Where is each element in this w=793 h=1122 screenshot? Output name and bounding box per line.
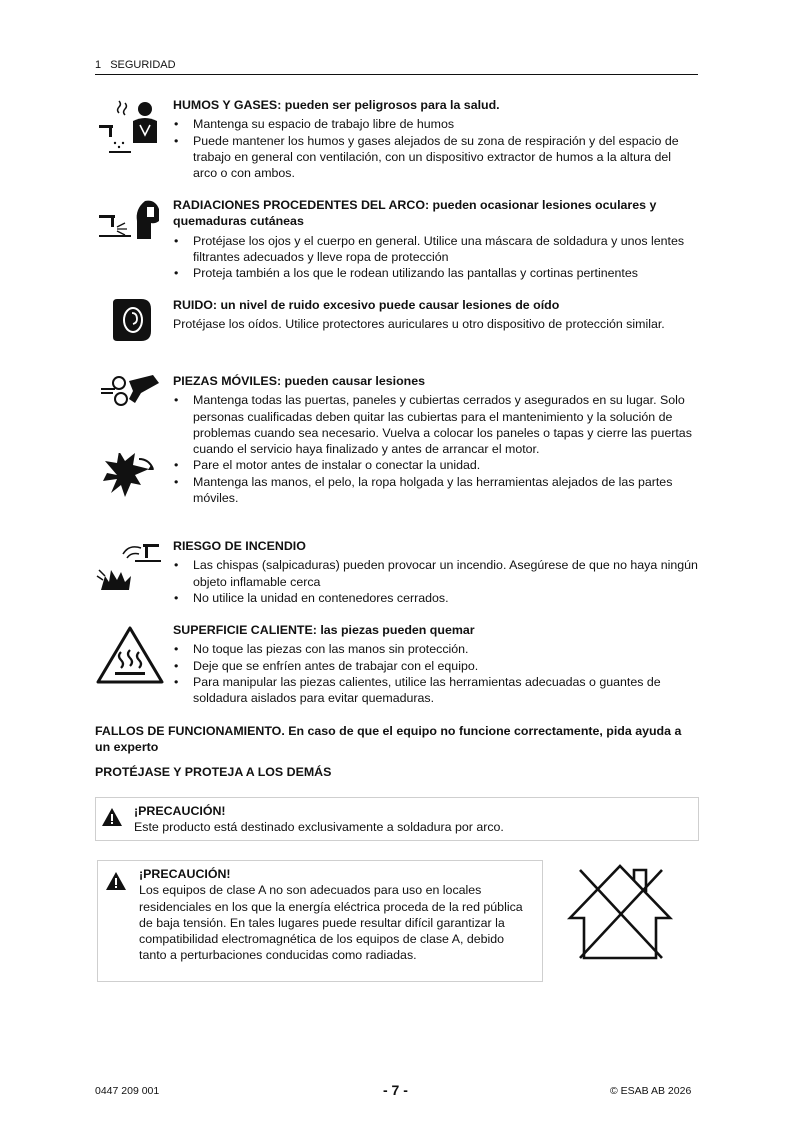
list-item: • Mantenga las manos, el pelo, la ropa holgada y las herramientas alejados de las partes móviles. [173,474,698,507]
section-text: Protéjase los oídos. Utilice protectores auriculares u otro dispositivo de protección similar. [173,317,665,332]
hand-entanglement-icon [99,453,159,511]
list-item: • No toque las piezas con las manos sin protección. [173,641,698,657]
caution-text: Los equipos de clase A no son adecuados para uso en locales residenciales en los que la energía eléctrica proceda de la red pública de baja tensión. En tales lugares puede resultar difícil garantizar la compatibilidad electromagnética de los equipos de clase A, debido tanto a perturbaciones conducidas como radiadas. [139,883,523,963]
section-moving-parts [95,373,698,533]
moving-parts-icon [99,373,161,409]
section-fumes [95,97,698,192]
hot-surface-icon [95,624,165,686]
warning-icon [101,807,123,827]
list-item: • Pare el motor antes de instalar o conectar la unidad. [173,457,698,473]
caution-title: ¡PRECAUCIÓN! [134,804,226,818]
list-item: • Mantenga su espacio de trabajo libre de humos [173,116,698,132]
section-title: PIEZAS MÓVILES: pueden causar lesiones [173,374,426,388]
fumes-icon [95,99,159,157]
protect-note: PROTÉJASE Y PROTEJA A LOS DEMÁS [95,765,332,779]
list-item: • No utilice la unidad en contenedores cerrados. [173,590,698,606]
list-item: • Puede mantener los humos y gases alejados de su zona de respiración y del espacio de trabajo en general con ventilación, con un dispositivo extractor de humos a la altura del arco o con ambos. [173,133,698,182]
malfunction-note: FALLOS DE FUNCIONAMIENTO. En caso de que el equipo no funcione correctamente, pida ayuda a un experto [95,724,682,755]
section-hot-surface [95,622,698,717]
warning-icon [105,871,127,891]
ear-protection-icon [111,297,153,343]
document-number: 0447 209 001 [95,1085,160,1097]
caution-title: ¡PRECAUCIÓN! [139,867,231,881]
section-noise [95,297,698,367]
section-title: HUMOS Y GASES: pueden ser peligrosos para la salud. [173,98,500,112]
section-title: SEGURIDAD [110,59,176,71]
list-item: • Las chispas (salpicaduras) pueden provocar un incendio. Asegúrese de que no haya ningún objeto inflamable cerca [173,557,698,590]
section-fire [95,538,698,618]
list-item: • Protéjase los ojos y el cuerpo en general. Utilice una máscara de soldadura y unos lentes filtrantes adecuados y lleve ropa de protección [173,233,698,266]
list-item: • Mantenga todas las puertas, paneles y cubiertas cerrados y asegurados en su lugar. Solo personas cualificadas deben quitar las cubiertas para el mantenimiento y la solución de problemas cuando sea necesario. Vuelva a colocar los paneles o tapas y cierre las puertas cuando el servicio haya finalizado y antes de arrancar el motor. [173,392,698,457]
no-residential-use-icon [566,862,674,962]
caution-box [95,797,699,841]
section-title: RIESGO DE INCENDIO [173,539,306,553]
arc-radiation-icon [95,197,165,243]
caution-text: Este producto está destinado exclusivamente a soldadura por arco. [134,820,504,835]
section-title: RADIACIONES PROCEDENTES DEL ARCO: pueden ocasionar lesiones oculares y quemaduras cutáneas [173,198,657,229]
page-number: - 7 - [383,1082,408,1098]
section-title: SUPERFICIE CALIENTE: las piezas pueden quemar [173,623,475,637]
fire-hazard-icon [95,540,163,592]
section-header [95,59,698,75]
section-arc-radiation [95,197,698,292]
list-item: • Para manipular las piezas calientes, utilice las herramientas adecuadas o guantes de soldadura aislados para evitar quemaduras. [173,674,698,707]
section-title: RUIDO: un nivel de ruido excesivo puede causar lesiones de oído [173,298,560,312]
copyright: © ESAB AB 2026 [610,1085,692,1097]
caution-box-emc [97,860,543,982]
list-item: • Deje que se enfríen antes de trabajar con el equipo. [173,658,698,674]
section-number: 1 [95,59,102,71]
list-item: • Proteja también a los que le rodean utilizando las pantallas y cortinas pertinentes [173,265,698,281]
